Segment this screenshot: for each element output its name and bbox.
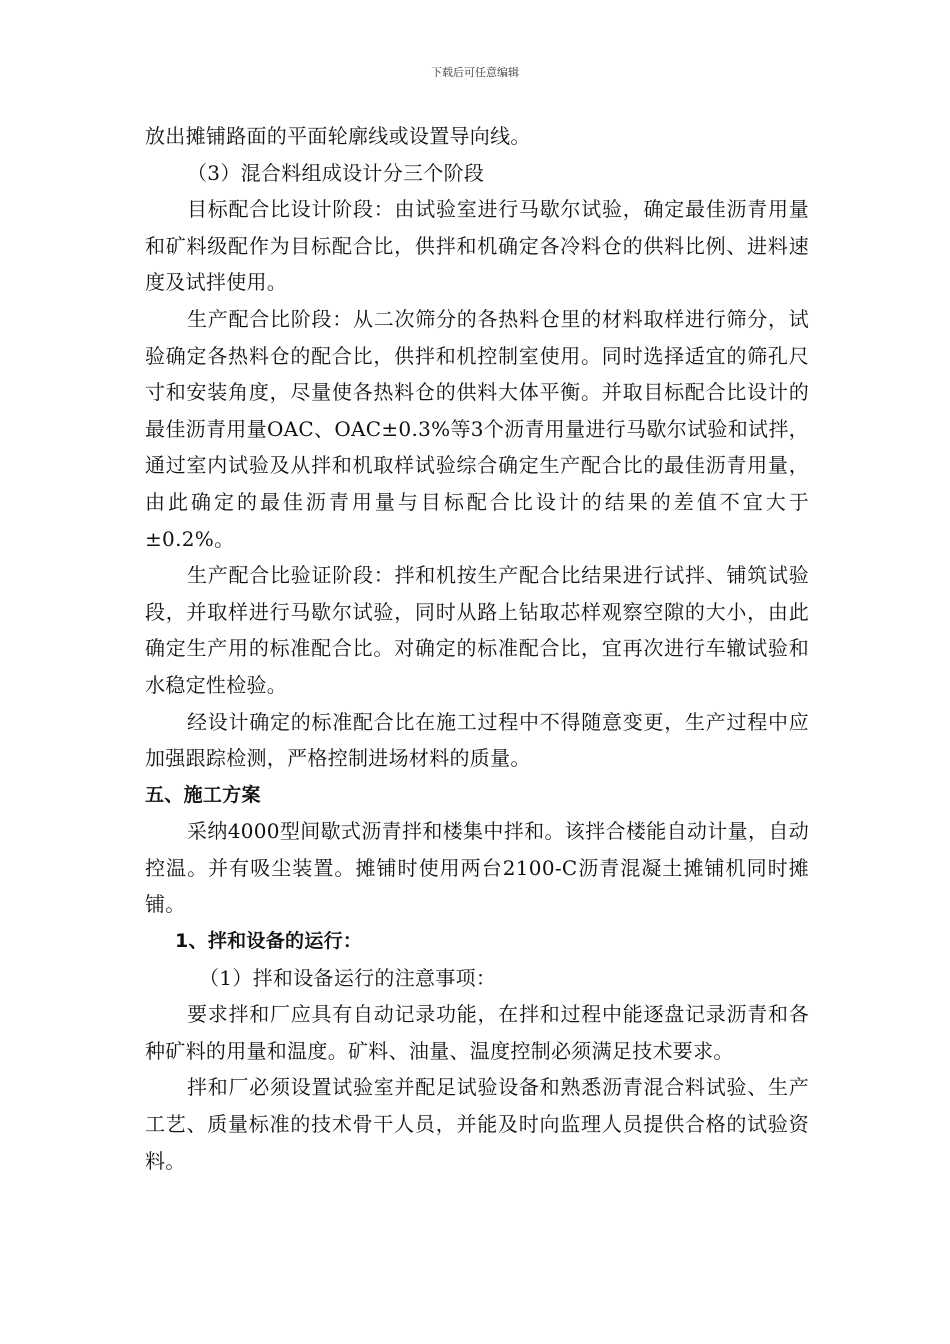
header-note: 下载后可任意编辑	[431, 66, 519, 79]
subsection-heading-equipment-operation: 1、拌和设备的运行：	[175, 930, 363, 953]
paragraph-standard-mix: 经设计确定的标准配合比在施工过程中不得随意变更，生产过程中应加强跟踪检测，严格控制进场材料的质量。	[145, 709, 809, 771]
paragraph-production-mix: 生产配合比阶段：从二次筛分的各热料仓里的材料取样进行筛分，试验确定各热料仓的配合比，供拌和机控制室使用。同时选择适宜的筛孔尺寸和安装角度，尽量使各热料仓的供料大体平衡。并取目标配合比设计的最佳沥青用量OAC、OAC±0.3%等3个沥青用量进行马歇尔试验和试拌，通过室内试验及从拌和机取样试验综合确定生产配合比的最佳沥青用量，由此确定的最佳沥青用量与目标配合比设计的结果的差值不宜大于±0.2%。	[145, 306, 809, 551]
document-body	[145, 118, 809, 1179]
list-item-mix-design-stages: （3）混合料组成设计分三个阶段	[187, 160, 485, 185]
paragraph-continuation: 放出摊铺路面的平面轮廓线或设置导向线。	[145, 124, 531, 148]
paragraph-target-mix: 目标配合比设计阶段：由试验室进行马歇尔试验，确定最佳沥青用量和矿料级配作为目标配合比，供拌和机确定各冷料仓的供料比例、进料速度及试拌使用。	[145, 197, 809, 295]
section-heading-construction-plan: 五、施工方案	[145, 783, 261, 806]
paragraph-lab-requirements: 拌和厂必须设置试验室并配足试验设备和熟悉沥青混合料试验、生产工艺、质量标准的技术骨干人员，并能及时向监理人员提供合格的试验资料。	[145, 1075, 809, 1173]
paragraph-production-verification: 生产配合比验证阶段：拌和机按生产配合比结果进行试拌、铺筑试验段，并取样进行马歇尔试验，同时从路上钻取芯样观察空隙的大小，由此确定生产用的标准配合比。对确定的标准配合比，宜再次进行车辙试验和水稳定性检验。	[145, 563, 809, 697]
paragraph-mixing-plant: 采纳4000型间歇式沥青拌和楼集中拌和。该拌合楼能自动计量，自动控温。并有吸尘装置。摊铺时使用两台2100-C沥青混凝土摊铺机同时摊铺。	[145, 819, 809, 917]
paragraph-recording-requirements: 要求拌和厂应具有自动记录功能，在拌和过程中能逐盘记录沥青和各种矿料的用量和温度。矿料、油量、温度控制必须满足技术要求。	[145, 1002, 809, 1063]
list-item-operation-notes: （1）拌和设备运行的注意事项：	[199, 965, 497, 990]
